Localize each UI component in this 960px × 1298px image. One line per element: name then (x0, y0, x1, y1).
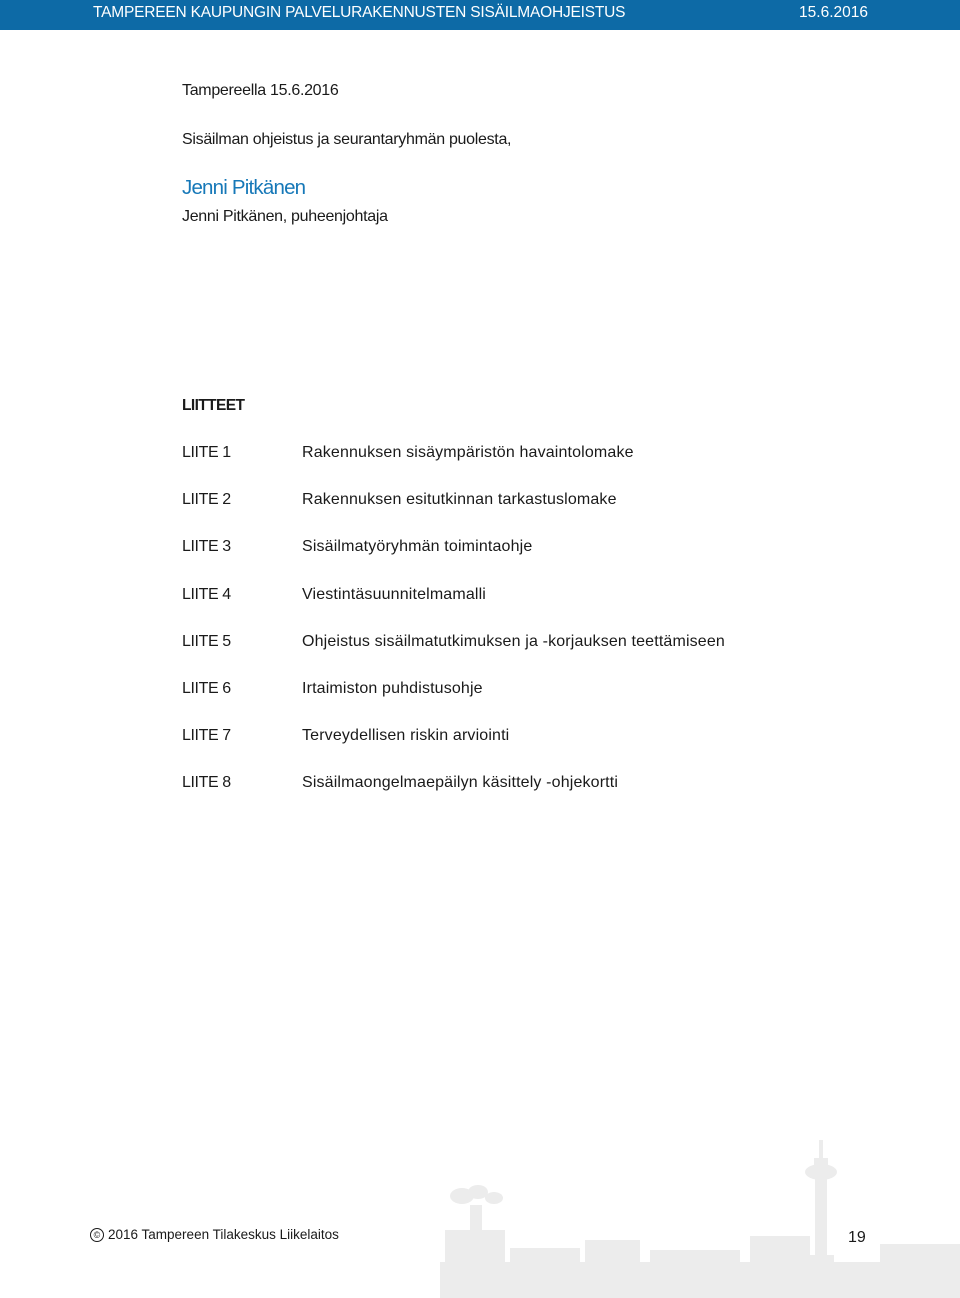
attachment-number: LIITE 3 (182, 538, 231, 556)
attachment-title: Rakennuksen esitutkinnan tarkastuslomake (302, 491, 617, 509)
attachment-title: Rakennuksen sisäympäristön havaintolomake (302, 444, 634, 461)
place-and-date: Tampereella 15.6.2016 (182, 82, 339, 99)
page-number: 19 (848, 1229, 866, 1246)
attachment-number: LIITE 1 (182, 444, 231, 461)
closing-greeting: Sisäilman ohjeistus ja seurantaryhmän puolesta, (182, 131, 512, 148)
attachment-number: LIITE 4 (182, 585, 231, 603)
copyright-icon: © (90, 1228, 104, 1242)
attachment-number: LIITE 5 (182, 632, 231, 650)
attachment-title: Sisäilmatyöryhmän toimintaohje (302, 538, 533, 556)
signature: Jenni Pitkänen (182, 176, 306, 199)
copyright-text: 2016 Tampereen Tilakeskus Liikelaitos (108, 1227, 339, 1242)
document-title: TAMPEREEN KAUPUNGIN PALVELURAKENNUSTEN SISÄILMAOHJEISTUS (93, 4, 626, 21)
attachment-number: LIITE 8 (182, 774, 231, 792)
attachment-number: LIITE 2 (182, 491, 231, 509)
attachments-heading: LIITTEET (182, 397, 245, 414)
header-date: 15.6.2016 (799, 4, 868, 21)
footer-copyright (90, 1227, 339, 1242)
signer-name-title: Jenni Pitkänen, puheenjohtaja (182, 208, 388, 225)
attachment-title: Terveydellisen riskin arviointi (302, 727, 510, 745)
attachment-title: Sisäilmaongelmaepäilyn käsittely -ohjekortti (302, 774, 619, 792)
attachment-title: Ohjeistus sisäilmatutkimuksen ja -korjauksen teettämiseen (302, 632, 725, 650)
attachment-number: LIITE 7 (182, 727, 231, 745)
attachment-number: LIITE 6 (182, 679, 231, 697)
attachment-title: Viestintäsuunnitelmamalli (302, 585, 486, 603)
attachment-title: Irtaimiston puhdistusohje (302, 679, 483, 697)
